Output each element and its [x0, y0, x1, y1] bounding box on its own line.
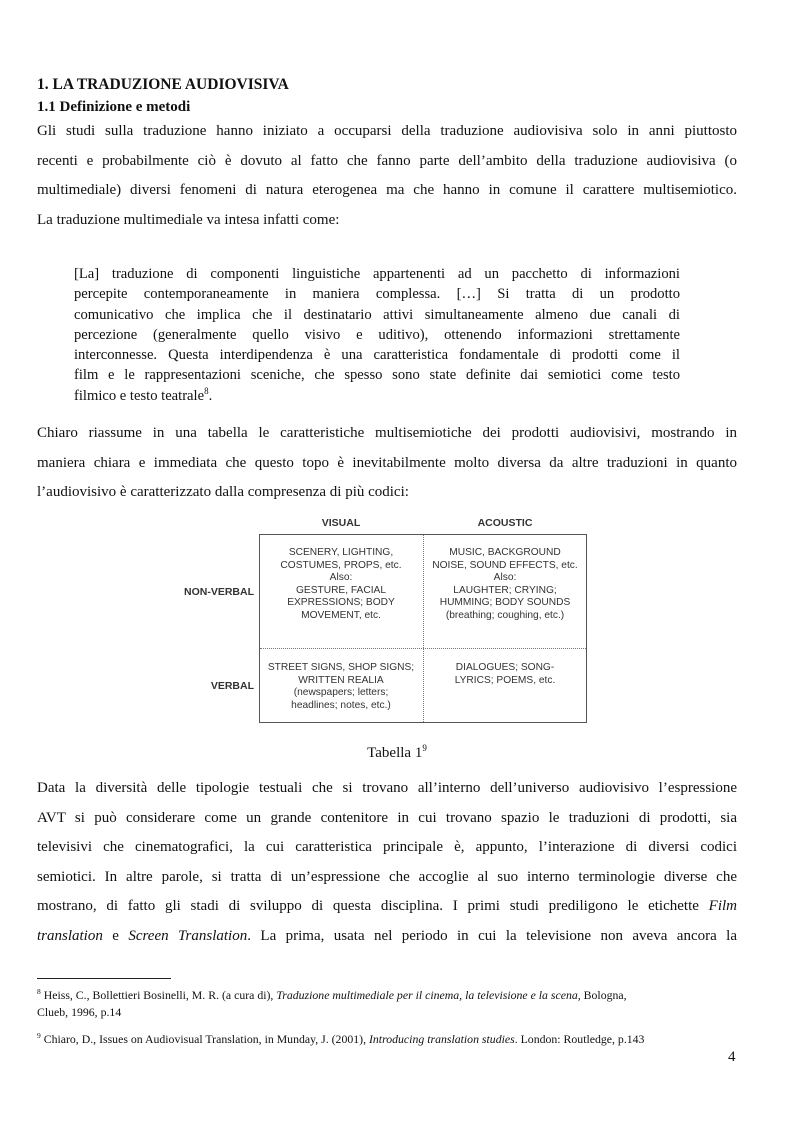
footnote-separator — [37, 978, 171, 979]
row-header-verbal: VERBAL — [210, 680, 254, 692]
text-line: mostrano, di fatto gli stadi di sviluppo di questa disciplina. I primi studi prediligono le etichette Film — [37, 898, 737, 914]
text-line: Data la diversità delle tipologie testuali che si trovano all’interno dell’universo audiovisivo l’espressione — [37, 780, 737, 796]
text-line: Chiaro riassume in una tabella le caratteristiche multisemiotiche dei prodotti audiovisivi, mostrando in — [37, 425, 737, 441]
text-line: l’audiovisivo è caratterizzato dalla compresenza di più codici: — [37, 484, 409, 500]
text-line: multimediale) diversi fenomeni di natura eterogenea ma che hanno in comune il carattere multisemiotico. — [37, 182, 737, 198]
blockquote — [74, 264, 680, 406]
text-line: recenti e probabilmente ciò è dovuto al fatto che fanno parte dell’ambito della traduzione audiovisiva (o — [37, 152, 737, 169]
footnote-ref-9[interactable]: 9 — [422, 743, 427, 753]
quote-line: comunicativo che implica che il destinatario attivi simultaneamente almeno due canali di — [74, 306, 680, 323]
quote-line: film e le rappresentazioni sceniche, che spesso sono state definite dai semiotici come testo — [74, 367, 680, 384]
chapter-heading: 1. LA TRADUZIONE AUDIOVISIVA — [37, 76, 289, 93]
page-number: 4 — [728, 1049, 736, 1065]
table-horizontal-divider — [260, 648, 586, 649]
paragraph-table-intro — [37, 419, 737, 508]
col-header-acoustic: ACOUSTIC — [477, 517, 533, 529]
section-heading: 1.1 Definizione e metodi — [37, 99, 191, 115]
footnote-ref-8[interactable]: 8 — [204, 385, 209, 396]
cell-verbal-acoustic: DIALOGUES; SONG- LYRICS; POEMS, etc. — [454, 662, 556, 686]
quote-line: interconnesse. Questa interdipendenza è una caratteristica fondamentale di prodotti come il — [74, 347, 680, 364]
quote-line: percepite contemporaneamente in maniera complessa. […] Si tratta di un prodotto — [74, 286, 680, 303]
text-line: semiotici. In altre parole, si tratta di un’espressione che accoglie al suo interno terminologie diverse che — [37, 868, 737, 885]
text-line: translation e Screen Translation. La prima, usata nel periodo in cui la televisione non aveva ancora la — [37, 927, 737, 944]
text-line: AVT si può considerare come un grande contenitore in cui trovano spazio le traduzioni di prodotti, sia — [37, 809, 737, 826]
cell-nonverbal-acoustic: MUSIC, BACKGROUND NOISE, SOUND EFFECTS, etc. Also: LAUGHTER; CRYING; HUMMING; BODY SOUNDS (breathing; coughing, etc.) — [432, 547, 578, 621]
col-header-visual: VISUAL — [321, 517, 361, 529]
footnote-8: $^8$ Heiss, C., Bollettieri Bosinelli, M. R. (a cura di), Traduzione multimediale per il cinema, la televisione e la scena, Bologna, Clueb, 1996, p.14 — [37, 987, 627, 1019]
text-line: maniera chiara e immediata che questo topo è inevitabilmente molto diversa da altre traduzioni in quanto — [37, 454, 737, 471]
cell-nonverbal-visual: SCENERY, LIGHTING, COSTUMES, PROPS, etc. Also: GESTURE, FACIAL EXPRESSIONS; BODY MOVEMENT, etc. — [280, 547, 402, 621]
quote-line: [La] traduzione di componenti linguistiche appartenenti ad un pacchetto di informazioni — [74, 266, 680, 282]
text-line: televisivi che cinematografici, la cui caratteristica principale è, appunto, l’interazione di diversi codici — [37, 839, 737, 855]
text-line: Gli studi sulla traduzione hanno iniziato a occuparsi della traduzione audiovisiva solo in anni piuttosto — [37, 123, 737, 139]
paragraph-intro — [37, 117, 737, 235]
cell-verbal-visual: STREET SIGNS, SHOP SIGNS; WRITTEN REALIA (newspapers; letters; headlines; notes, etc.) — [267, 662, 415, 711]
table-caption: Tabella $1^9$ — [367, 743, 427, 761]
row-header-nonverbal: NON-VERBAL — [184, 586, 254, 598]
text-line: La traduzione multimediale va intesa infatti come: — [37, 211, 340, 228]
paragraph-avt — [37, 774, 737, 951]
quote-line: percezione (generalmente quello visivo e uditivo), ottenendo informazioni strettamente — [74, 326, 680, 343]
quote-line: filmico e testo teatrale$^8$. — [74, 385, 213, 404]
footnote-9: $^9$ Chiaro, D., Issues on Audiovisual Translation, in Munday, J. (2001), Introducing translation studies. London: Routledge, p.143 — [37, 1031, 645, 1046]
